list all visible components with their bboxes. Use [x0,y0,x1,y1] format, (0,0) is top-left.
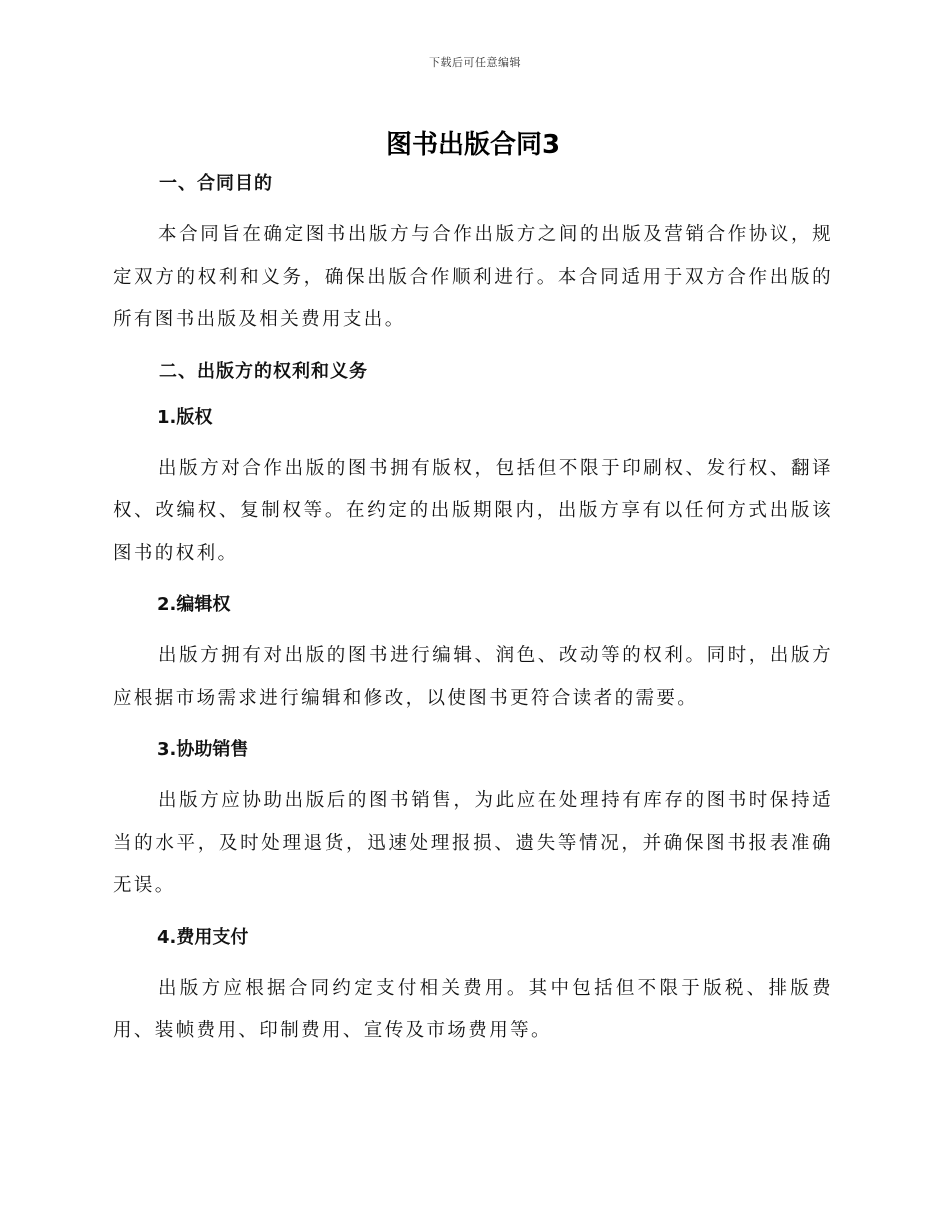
document-title: 图书出版合同3 [385,130,561,160]
paragraph-sales-assistance: 出版方应协助出版后的图书销售，为此应在处理持有库存的图书时保持适当的水平，及时处理退货，迅速处理报损、遗失等情况，并确保图书报表准确无误。 [113,790,833,896]
paragraph-copyright: 出版方对合作出版的图书拥有版权，包括但不限于印刷权、发行权、翻译权、改编权、复制权等。在约定的出版期限内，出版方享有以任何方式出版该图书的权利。 [113,457,833,564]
paragraph-fee-payment: 出版方应根据合同约定支付相关费用。其中包括但不限于版税、排版费用、装帧费用、印制费用、宣传及市场费用等。 [113,977,833,1041]
subheading-editing-rights: 2.编辑权 [157,594,231,615]
subheading-sales-assistance: 3.协助销售 [157,739,249,760]
paragraph-contract-purpose: 本合同旨在确定图书出版方与合作出版方之间的出版及营销合作协议，规定双方的权利和义务，确保出版合作顺利进行。本合同适用于双方合作出版的所有图书出版及相关费用支出。 [113,224,833,330]
section-heading-publisher-rights: 二、出版方的权利和义务 [159,360,368,382]
header-note: 下载后可任意编辑 [429,56,521,69]
subheading-copyright: 1.版权 [157,406,213,428]
document-body [113,168,833,1053]
section-heading-contract-purpose: 一、合同目的 [159,173,273,194]
subheading-fee-payment: 4.费用支付 [157,926,249,948]
paragraph-editing-rights: 出版方拥有对出版的图书进行编辑、润色、改动等的权利。同时，出版方应根据市场需求进行编辑和修改，以使图书更符合读者的需要。 [113,645,833,709]
